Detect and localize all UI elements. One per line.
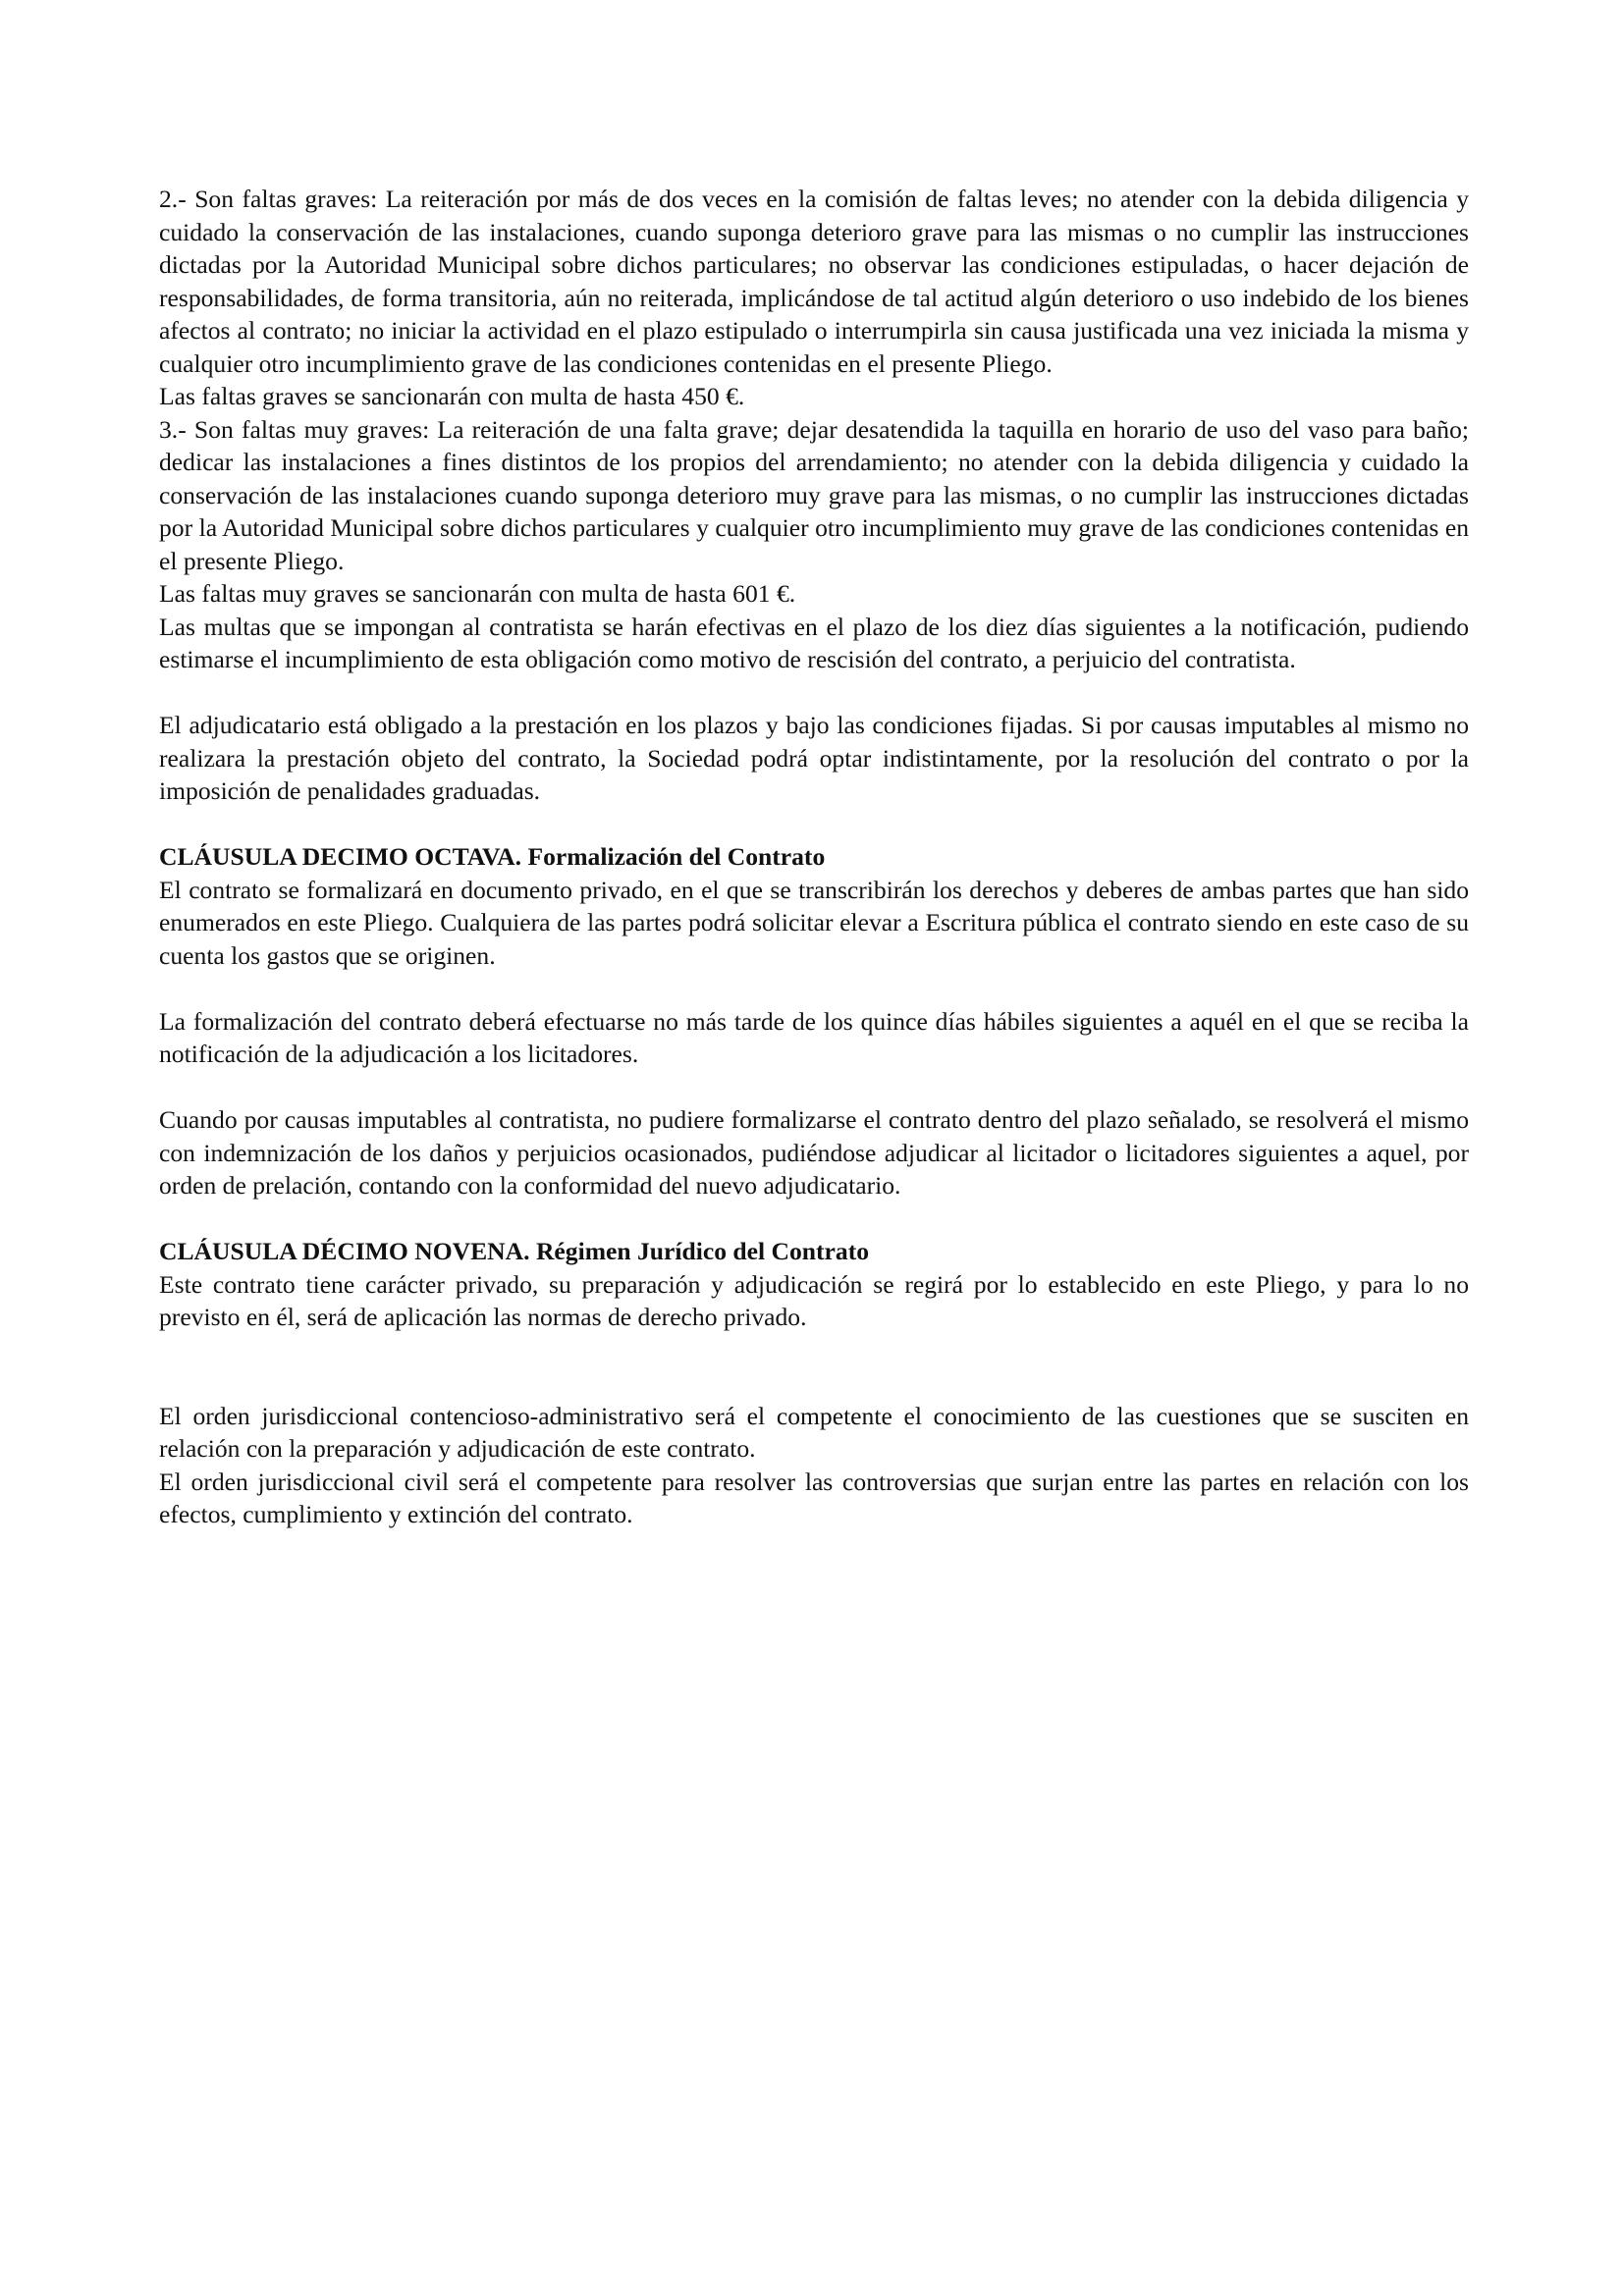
paragraph-sancion-muy-graves: Las faltas muy graves se sancionarán con multa de hasta 601 €. [159, 579, 796, 608]
clause-heading-decimo-octava: CLÁUSULA DECIMO OCTAVA. Formalización del Contrato [159, 842, 826, 871]
spacer [159, 1202, 1469, 1236]
spacer [159, 1071, 1469, 1104]
paragraph-orden-civil: El orden jurisdiccional civil será el competente para resolver las controversias que surjan entre las partes en relación con los efectos, cumplimiento y extinción del contrato. [159, 1467, 1469, 1528]
paragraph-caracter-privado: Este contrato tiene carácter privado, su preparación y adjudicación se regirá por lo establecido en este Pliego, y para lo no previsto en él, será de aplicación las normas de derecho privado. [159, 1269, 1469, 1331]
spacer [159, 808, 1469, 841]
paragraph-multas: Las multas que se impongan al contratista se harán efectivas en el plazo de los diez días siguientes a la notificación, pudiendo estimarse el incumplimiento de esta obligación como motivo de rescisión del contrato, a perjuicio del contratista. [159, 612, 1469, 673]
paragraph-causas-imputables: Cuando por causas imputables al contratista, no pudiere formalizarse el contrato dentro del plazo señalado, se resolverá el mismo con indemnización de los daños y perjuicios ocasionados, pudiéndose adjudicar al licitador o licitadores siguientes a aquel, por orden de prelación, contando con la conformidad del nuevo adjudicatario. [159, 1105, 1469, 1200]
spacer [159, 676, 1469, 710]
paragraph-formalizacion-plazo: La formalización del contrato deberá efectuarse no más tarde de los quince días hábiles siguientes a aquél en el que se reciba la notificación de la adjudicación a los licitadores. [159, 1006, 1469, 1068]
document-body [159, 183, 1469, 1531]
paragraph-faltas-muy-graves: 3.- Son faltas muy graves: La reiteración de una falta grave; dejar desatendida la taquilla en horario de uso del vaso para baño; dedicar las instalaciones a fines distintos de los propios del arrendamiento; no atender con la debida diligencia y cuidado la conservación de las instalaciones cuando suponga deterioro muy grave para las mismas, o no cumplir las instrucciones dictadas por la Autoridad Municipal sobre dichos particulares y cualquier otro incumplimiento muy grave de las condiciones contenidas en el presente Pliego. [159, 414, 1469, 575]
spacer [159, 972, 1469, 1005]
paragraph-faltas-graves: 2.- Son faltas graves: La reiteración por más de dos veces en la comisión de faltas leves; no atender con la debida diligencia y cuidado la conservación de las instalaciones, cuando suponga deterioro grave para las mismas o no cumplir las instrucciones dictadas por la Autoridad Municipal sobre dichos particulares; no observar las condiciones estipuladas, o hacer dejación de responsabilidades, de forma transitoria, aún no reiterada, implicándose de tal actitud algún deterioro o uso indebido de los bienes afectos al contrato; no iniciar la actividad en el plazo estipulado o interrumpirla sin causa justificada una vez iniciada la misma y cualquier otro incumplimiento grave de las condiciones contenidas en el presente Pliego. [159, 185, 1469, 378]
clause-heading-decimo-novena: CLÁUSULA DÉCIMO NOVENA. Régimen Jurídico del Contrato [159, 1237, 870, 1265]
paragraph-formalizacion-documento: El contrato se formalizará en documento privado, en el que se transcribirán los derechos y deberes de ambas partes que han sido enumerados en este Pliego. Cualquiera de las partes podrá solicitar elevar a Escritura pública el contrato siendo en este caso de su cuenta los gastos que se originen. [159, 875, 1469, 970]
spacer [159, 1334, 1469, 1400]
paragraph-adjudicatario: El adjudicatario está obligado a la prestación en los plazos y bajo las condiciones fijadas. Si por causas imputables al mismo no realizara la prestación objeto del contrato, la Sociedad podrá optar indistintamente, por la resolución del contrato o por la imposición de penalidades graduadas. [159, 711, 1469, 805]
paragraph-sancion-graves: Las faltas graves se sancionarán con multa de hasta 450 €. [159, 382, 745, 410]
paragraph-orden-contencioso: El orden jurisdiccional contencioso-administrativo será el competente el conocimiento de las cuestiones que se susciten en relación con la preparación y adjudicación de este contrato. [159, 1401, 1469, 1463]
